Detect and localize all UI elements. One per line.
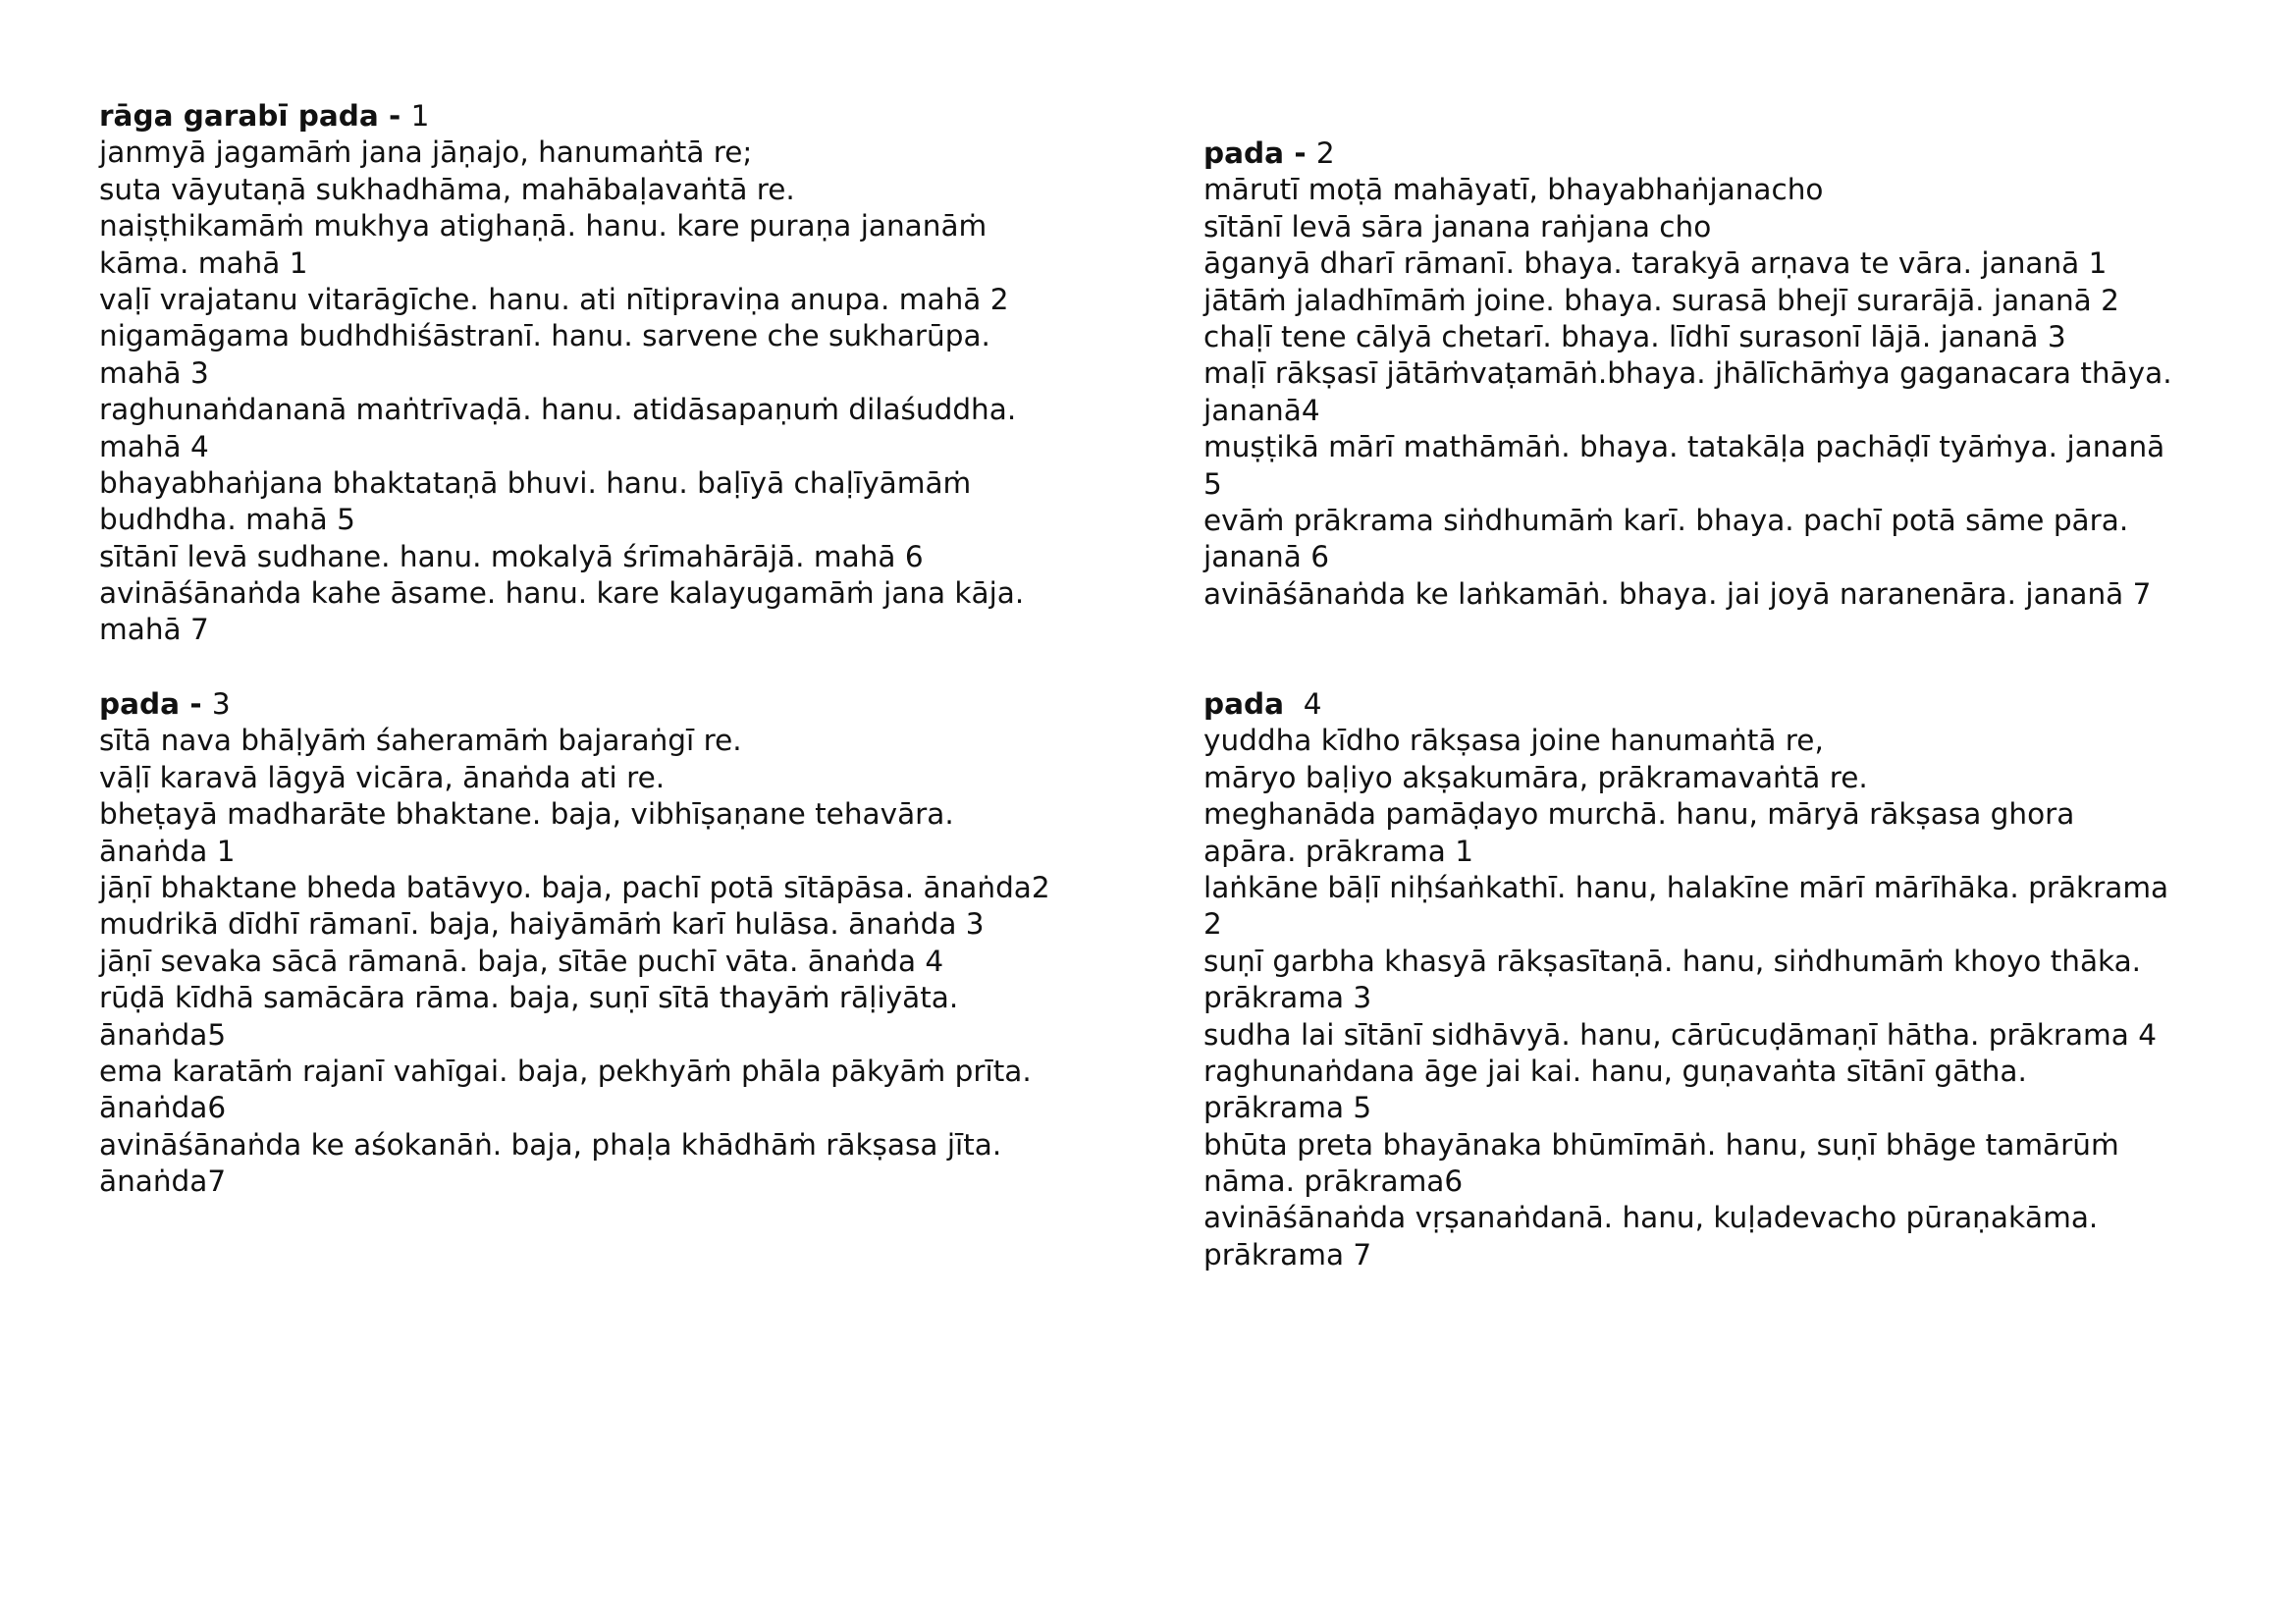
pada-heading-number: 4 xyxy=(1294,687,1322,721)
verse-line: evāṁ prākrama siṅdhumāṁ karī. bhaya. pachī potā sāme pāra. xyxy=(1203,503,2129,537)
verse-line: vaḷī vrajatanu vitarāgīche. hanu. ati nītipraviṇa anupa. mahā 2 xyxy=(99,282,1009,316)
verse-line: nigamāgama budhdhiśāstranī. hanu. sarvene che sukharūpa. xyxy=(99,319,990,353)
verse-line: bheṭayā madharāte bhaktane. baja, vibhīṣaṇane tehavāra. xyxy=(99,797,954,832)
verse-line: laṅkāne bāḷī niḥśaṅkathī. hanu, halakīne mārī mārīhāka. prākrama xyxy=(1203,870,2169,904)
verse-line: āganyā dharī rāmanī. bhaya. tarakyā arṇava te vāra. jananā 1 xyxy=(1203,246,2108,281)
verse-line: naiṣṭhikamāṁ mukhya atighaṇā. hanu. kare puraṇa jananāṁ xyxy=(99,209,988,244)
verse-line: chaḷī tene cālyā chetarī. bhaya. līdhī surasonī lājā. jananā 3 xyxy=(1203,319,2066,353)
verse-line: vāḷī karavā lāgyā vicāra, ānaṅda ati re. xyxy=(99,760,666,794)
verse-line: muṣṭikā mārī mathāmāṅ. bhaya. tatakāḷa pachāḍī tyāṁya. jananā xyxy=(1203,430,2165,464)
verse-line: mahā 3 xyxy=(99,355,209,390)
verse-line: apāra. prākrama 1 xyxy=(1203,834,1474,868)
verse-line: yuddha kīdho rākṣasa joine hanumaṅtā re, xyxy=(1203,724,1824,758)
verse-line: rūḍā kīdhā samācāra rāma. baja, suṇī sītā thayāṁ rāḷiyāta. xyxy=(99,981,959,1015)
verse-line: suṇī garbha khasyā rākṣasītaṇā. hanu, siṅdhumāṁ khoyo thāka. xyxy=(1203,944,2142,978)
verse-line: sītānī levā sudhane. hanu. mokalyā śrīmahārājā. mahā 6 xyxy=(99,539,924,573)
verse-line: ema karatāṁ rajanī vahīgai. baja, pekhyāṁ phāla pākyāṁ prīta. xyxy=(99,1054,1032,1088)
verse-line: avināśānaṅda ke laṅkamāṅ. bhaya. jai joyā naranenāra. jananā 7 xyxy=(1203,576,2152,611)
verse-line: 5 xyxy=(1203,466,1222,501)
verse-line: mahā 7 xyxy=(99,613,209,647)
verse-line: māryo baḷiyo akṣakumāra, prākramavaṅtā re. xyxy=(1203,760,1868,794)
verse-line: maḷī rākṣasī jātāṁvaṭamāṅ.bhaya. jhālīchāṁya gaganacara thāya. xyxy=(1203,356,2172,391)
pada-heading xyxy=(1203,135,2172,172)
pada-block-2 xyxy=(1203,135,2172,613)
verse-line: prākrama 3 xyxy=(1203,981,1372,1015)
pada-heading-title: pada - xyxy=(99,687,212,721)
verse-line: jātāṁ jaladhīmāṁ joine. bhaya. surasā bhejī surarājā. jananā 2 xyxy=(1203,283,2119,317)
verse-line: sudha lai sītānī sidhāvyā. hanu, cārūcuḍāmaṇī hātha. prākrama 4 xyxy=(1203,1017,2157,1052)
verse-line: prākrama 5 xyxy=(1203,1091,1372,1125)
verse-line: avināśānaṅda ke aśokanāṅ. baja, phaḷa khādhāṁ rākṣasa jīta. xyxy=(99,1127,1002,1162)
verse-line: raghunaṅdananā maṅtrīvaḍā. hanu. atidāsapaṇuṁ dilaśuddha. xyxy=(99,393,1017,427)
verse-line: nāma. prākrama6 xyxy=(1203,1164,1464,1199)
verse-line: bhayabhaṅjana bhaktataṇā bhuvi. hanu. baḷīyā chaḷīyāmāṁ xyxy=(99,465,972,500)
pada-block-4 xyxy=(1203,686,2168,1273)
verse-line: ānaṅda6 xyxy=(99,1091,227,1125)
pada-heading-title: rāga garabī pada - xyxy=(99,99,411,133)
verse-line: jananā 6 xyxy=(1203,540,1329,574)
verse-line: ānaṅda5 xyxy=(99,1017,227,1052)
verse-line: jāṇī sevaka sācā rāmanā. baja, sītāe puchī vāta. ānaṅda 4 xyxy=(99,944,944,978)
pada-heading xyxy=(99,686,1050,723)
verse-line: kāma. mahā 1 xyxy=(99,245,308,280)
verse-line: janmyā jagamāṁ jana jāṇajo, hanumaṅtā re; xyxy=(99,135,753,170)
verse-line: ānaṅda7 xyxy=(99,1164,227,1199)
pada-block-1 xyxy=(99,98,1024,649)
pada-heading-title: pada xyxy=(1203,687,1295,721)
pada-heading-title: pada - xyxy=(1203,136,1316,170)
verse-line: 2 xyxy=(1203,907,1222,942)
verse-line: suta vāyutaṇā sukhadhāma, mahābaḷavaṅtā re. xyxy=(99,172,795,206)
pada-heading-number: 1 xyxy=(410,99,430,133)
verse-line: prākrama 7 xyxy=(1203,1237,1372,1272)
verse-line: mudrikā dīdhī rāmanī. baja, haiyāmāṁ karī hulāsa. ānaṅda 3 xyxy=(99,907,985,942)
verse-line: raghunaṅdana āge jai kai. hanu, guṇavaṅta sītānī gātha. xyxy=(1203,1054,2027,1088)
pada-block-3 xyxy=(99,686,1050,1200)
verse-line: budhdha. mahā 5 xyxy=(99,503,355,537)
verse-line: mahā 4 xyxy=(99,429,209,463)
verse-line: ānaṅda 1 xyxy=(99,834,236,868)
pada-heading xyxy=(99,98,1024,135)
verse-line: avināśānaṅda kahe āsame. hanu. kare kalayugamāṁ jana kāja. xyxy=(99,576,1025,611)
verse-line: avināśānaṅda vṛṣanaṅdanā. hanu, kuḷadevacho pūraṇakāma. xyxy=(1203,1201,2099,1235)
pada-heading-number: 3 xyxy=(211,687,231,721)
pada-heading-number: 2 xyxy=(1315,136,1335,170)
verse-line: sītānī levā sāra janana raṅjana cho xyxy=(1203,209,1712,244)
verse-line: bhūta preta bhayānaka bhūmīmāṅ. hanu, suṇī bhāge tamārūṁ xyxy=(1203,1127,2119,1162)
verse-line: mārutī moṭā mahāyatī, bhayabhaṅjanacho xyxy=(1203,173,1824,207)
pada-heading xyxy=(1203,686,2168,723)
verse-line: jananā4 xyxy=(1203,393,1320,427)
verse-line: meghanāda pamāḍayo murchā. hanu, māryā rākṣasa ghora xyxy=(1203,797,2075,832)
verse-line: jāṇī bhaktane bheda batāvyo. baja, pachī potā sītāpāsa. ānaṅda2 xyxy=(99,870,1050,904)
verse-line: sītā nava bhāḷyāṁ śaheramāṁ bajaraṅgī re. xyxy=(99,724,742,758)
